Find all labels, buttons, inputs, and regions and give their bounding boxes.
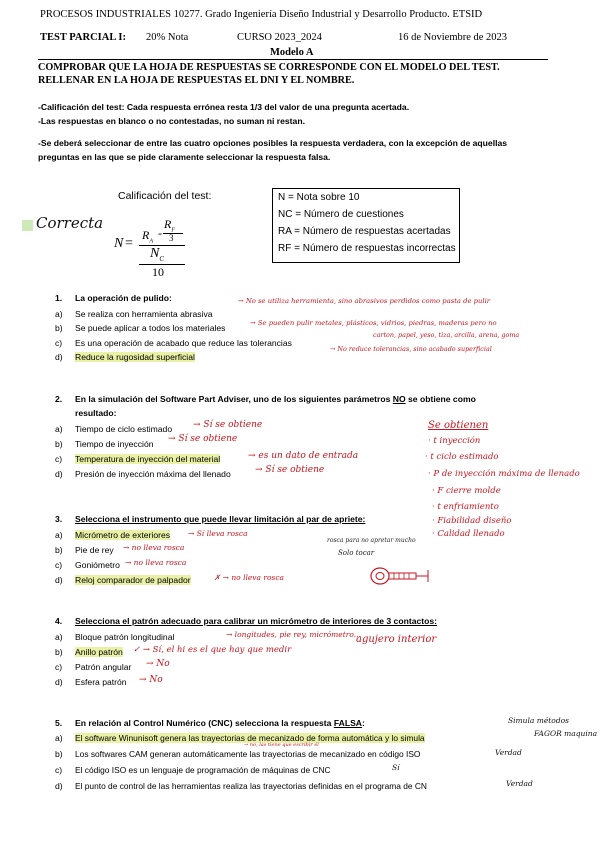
q5-text: En relación al Control Numérico (CNC) selecciona la respuesta FALSA: bbox=[75, 718, 365, 728]
q3-a-note: → Sí lleva rosca bbox=[188, 529, 248, 538]
q4-c-letter: c) bbox=[55, 662, 63, 672]
q3-number: 3. bbox=[55, 514, 63, 524]
formula-minus: - bbox=[158, 226, 162, 240]
legend-box bbox=[272, 188, 460, 263]
q3-text: Selecciona el instrumento que puede llevar limitación al par de apriete: bbox=[75, 514, 366, 524]
q1-d-letter: d) bbox=[55, 352, 63, 362]
q3-b-letter: b) bbox=[55, 545, 63, 555]
q3-c-text: Goniómetro bbox=[75, 560, 120, 570]
legend-n: N = Nota sobre 10 bbox=[278, 192, 360, 203]
grading-title: Calificación del test: bbox=[118, 190, 212, 202]
q3-d-text: Reloj comparador de palpador bbox=[75, 575, 191, 585]
q5-b-note: Verdad bbox=[495, 748, 522, 757]
q4-number: 4. bbox=[55, 616, 63, 626]
q5-number: 5. bbox=[55, 718, 63, 728]
q3-a-letter: a) bbox=[55, 530, 63, 540]
q2-side-note-4: · F cierre molde bbox=[432, 486, 501, 496]
q2-side-note-7: · Calidad llenado bbox=[432, 529, 505, 539]
q4-a-text: Bloque patrón longitudinal bbox=[75, 632, 175, 642]
formula-three: 3 bbox=[169, 233, 174, 243]
q2-side-note-3: · P de inyección máxima de llenado bbox=[428, 469, 580, 479]
green-marker bbox=[22, 220, 33, 231]
q5-d-letter: d) bbox=[55, 781, 63, 791]
q5-side-note-0: Simula métodos bbox=[508, 716, 569, 725]
q1-c-note: → No reduce tolerancias, sino acabado superficial bbox=[330, 345, 492, 353]
test-weight: 20% Nota bbox=[146, 32, 189, 43]
q1-a-text: Se realiza con herramienta abrasiva bbox=[75, 309, 213, 319]
model-label: Modelo A bbox=[270, 47, 314, 58]
q2-c-note: → es un dato de entrada bbox=[248, 451, 359, 461]
q2-a-text: Tiempo de ciclo estimado bbox=[75, 424, 173, 434]
notice-line-2: RELLENAR EN LA HOJA DE RESPUESTAS EL DNI Y EL NOMBRE. bbox=[38, 75, 355, 86]
exam-date: 16 de Noviembre de 2023 bbox=[398, 32, 508, 43]
q2-b-note: → Sí se obtiene bbox=[168, 434, 238, 444]
q1-extra-note: carton, papel, yeso, tiza, arcilla, arena, goma bbox=[373, 331, 520, 339]
q4-d-letter: d) bbox=[55, 677, 63, 687]
q2-side-note-0: Se obtienen bbox=[428, 420, 489, 431]
formula-ten: 10 bbox=[152, 265, 164, 279]
q3-a-text: Micrómetro de exteriores bbox=[75, 530, 171, 540]
q2-d-note: → Sí se obtiene bbox=[255, 465, 325, 475]
q2-d-letter: d) bbox=[55, 469, 63, 479]
formula-n: N bbox=[114, 236, 124, 251]
q1-a-letter: a) bbox=[55, 309, 63, 319]
formula-ra: $R_A$ bbox=[142, 228, 154, 245]
q3-c-letter: c) bbox=[55, 560, 63, 570]
q3-b-note: → no lleva rosca bbox=[123, 543, 185, 552]
q3-d-letter: d) bbox=[55, 575, 63, 585]
q2-text: En la simulación del Software Part Adviser, uno de los siguientes parámetros NO se obtiene como bbox=[75, 394, 476, 404]
header-rule bbox=[38, 59, 548, 60]
header-line-1: PROCESOS INDUSTRIALES 10277. Grado Ingeniería Diseño Industrial y Desarrollo Producto. ETSID bbox=[40, 9, 483, 20]
q1-d-text: Reduce la rugosidad superficial bbox=[75, 352, 195, 362]
q2-b-text: Tiempo de inyección bbox=[75, 439, 154, 449]
q5-d-note: Verdad bbox=[506, 779, 533, 788]
q5-c-letter: c) bbox=[55, 765, 63, 775]
q3-d-note: ✗ → no lleva rosca bbox=[214, 573, 285, 582]
q1-b-note: → Se pueden pulir metales, plásticos, vidrios, piedras, maderas pero no bbox=[250, 319, 497, 327]
q4-text: Selecciona el patrón adecuado para calibrar un micrómetro de interiores de 3 contactos: bbox=[75, 616, 438, 626]
q1-b-letter: b) bbox=[55, 323, 63, 333]
micrometer-sketch-icon bbox=[368, 565, 438, 587]
test-label: TEST PARCIAL I: bbox=[40, 32, 126, 43]
q1-b-text: Se puede aplicar a todos los materiales bbox=[75, 323, 226, 333]
instruction-3: -Se deberá seleccionar de entre las cuatro opciones posibles la respuesta verdadera, con la excepción de aquellas bbox=[38, 138, 508, 148]
q1-c-letter: c) bbox=[55, 338, 63, 348]
q4-d-text: Esfera patrón bbox=[75, 677, 127, 687]
course: CURSO 2023_2024 bbox=[237, 32, 322, 43]
q2-side-note-5: · t enfriamiento bbox=[432, 502, 499, 512]
q4-b-letter: b) bbox=[55, 647, 63, 657]
q5-d-text: El punto de control de las herramientas realiza las trayectorias definidas en el programa de CN bbox=[75, 781, 427, 791]
q1-a-note: → No se utiliza herramienta, sino abrasivos perdidos como pasta de pulir bbox=[238, 297, 490, 305]
formula-rf: $R_F$ bbox=[164, 217, 176, 234]
q2-b-letter: b) bbox=[55, 439, 63, 449]
q2-number: 2. bbox=[55, 394, 63, 404]
q2-c-letter: c) bbox=[55, 454, 63, 464]
q5-a-text: El software Winunisoft genera las trayectorias de mecanizado de forma automática y lo simula bbox=[75, 733, 425, 743]
q2-a-letter: a) bbox=[55, 424, 63, 434]
q3-side-note-0: rosca para no apretar mucho bbox=[327, 537, 416, 544]
legend-ra: RA = Número de respuestas acertadas bbox=[278, 226, 451, 237]
legend-rf: RF = Número de respuestas incorrectas bbox=[278, 243, 456, 254]
q3-c-note: → no lleva rosca bbox=[125, 558, 187, 567]
q5-a-letter: a) bbox=[55, 733, 63, 743]
q4-b-text: Anillo patrón bbox=[75, 647, 123, 657]
handwritten-correcta: Correcta bbox=[36, 214, 104, 232]
q5-b-letter: b) bbox=[55, 749, 63, 759]
q2-a-note: → Sí se obtiene bbox=[193, 420, 263, 430]
q4-d-note: → No bbox=[139, 675, 163, 685]
q5-c-text: El código ISO es un lenguaje de programación de máquinas de CNC bbox=[75, 765, 331, 775]
q4-a-letter: a) bbox=[55, 632, 63, 642]
notice-line-1: COMPROBAR QUE LA HOJA DE RESPUESTAS SE CORRESPONDE CON EL MODELO DEL TEST. bbox=[38, 62, 500, 73]
q2-d-text: Presión de inyección máxima del llenado bbox=[75, 469, 231, 479]
q2-side-note-6: · Fiabilidad diseño bbox=[432, 516, 512, 526]
q2-side-note-2: · t ciclo estimado bbox=[425, 452, 499, 462]
q1-number: 1. bbox=[55, 293, 63, 303]
instruction-4: preguntas en las que se pide claramente seleccionar la respuesta falsa. bbox=[38, 152, 331, 162]
q5-side-note-1: FAGOR maquina bbox=[534, 729, 598, 738]
q4-a-note: → longitudes, pie rey, micrómetro... bbox=[226, 630, 361, 639]
q3-b-text: Pie de rey bbox=[75, 545, 114, 555]
q1-text: La operación de pulido: bbox=[75, 293, 172, 303]
q4-side-note-0: agujero interior bbox=[356, 634, 437, 645]
q5-c-note: Sí bbox=[392, 763, 400, 772]
q2-text-2: resultado: bbox=[75, 408, 117, 418]
formula-nc: $N_C$ bbox=[150, 246, 165, 263]
q3-side-note-1: Solo tocar bbox=[338, 549, 375, 557]
legend-nc: NC = Número de cuestiones bbox=[278, 209, 404, 220]
instruction-2: -Las respuestas en blanco o no contestadas, no suman ni restan. bbox=[38, 116, 305, 126]
formula-eq: = bbox=[125, 236, 133, 251]
q1-c-text: Es una operación de acabado que reduce las tolerancias bbox=[75, 338, 292, 348]
q4-c-note: → No bbox=[146, 659, 170, 669]
q2-c-text: Temperatura de inyección del material bbox=[75, 454, 221, 464]
q4-b-note: ✓ → Sí, el hi es el que hay que medir bbox=[133, 645, 292, 655]
q2-side-note-1: · t inyección bbox=[428, 436, 481, 446]
q4-c-text: Patrón angular bbox=[75, 662, 132, 672]
q5-a-note: → no, las tiene que escribir él bbox=[244, 742, 319, 748]
q5-b-text: Los softwares CAM generan automáticamente las trayectorias de mecanizado en código ISO bbox=[75, 749, 421, 759]
instruction-1: -Calificación del test: Cada respuesta errónea resta 1/3 del valor de una pregunta acertada. bbox=[38, 102, 410, 112]
